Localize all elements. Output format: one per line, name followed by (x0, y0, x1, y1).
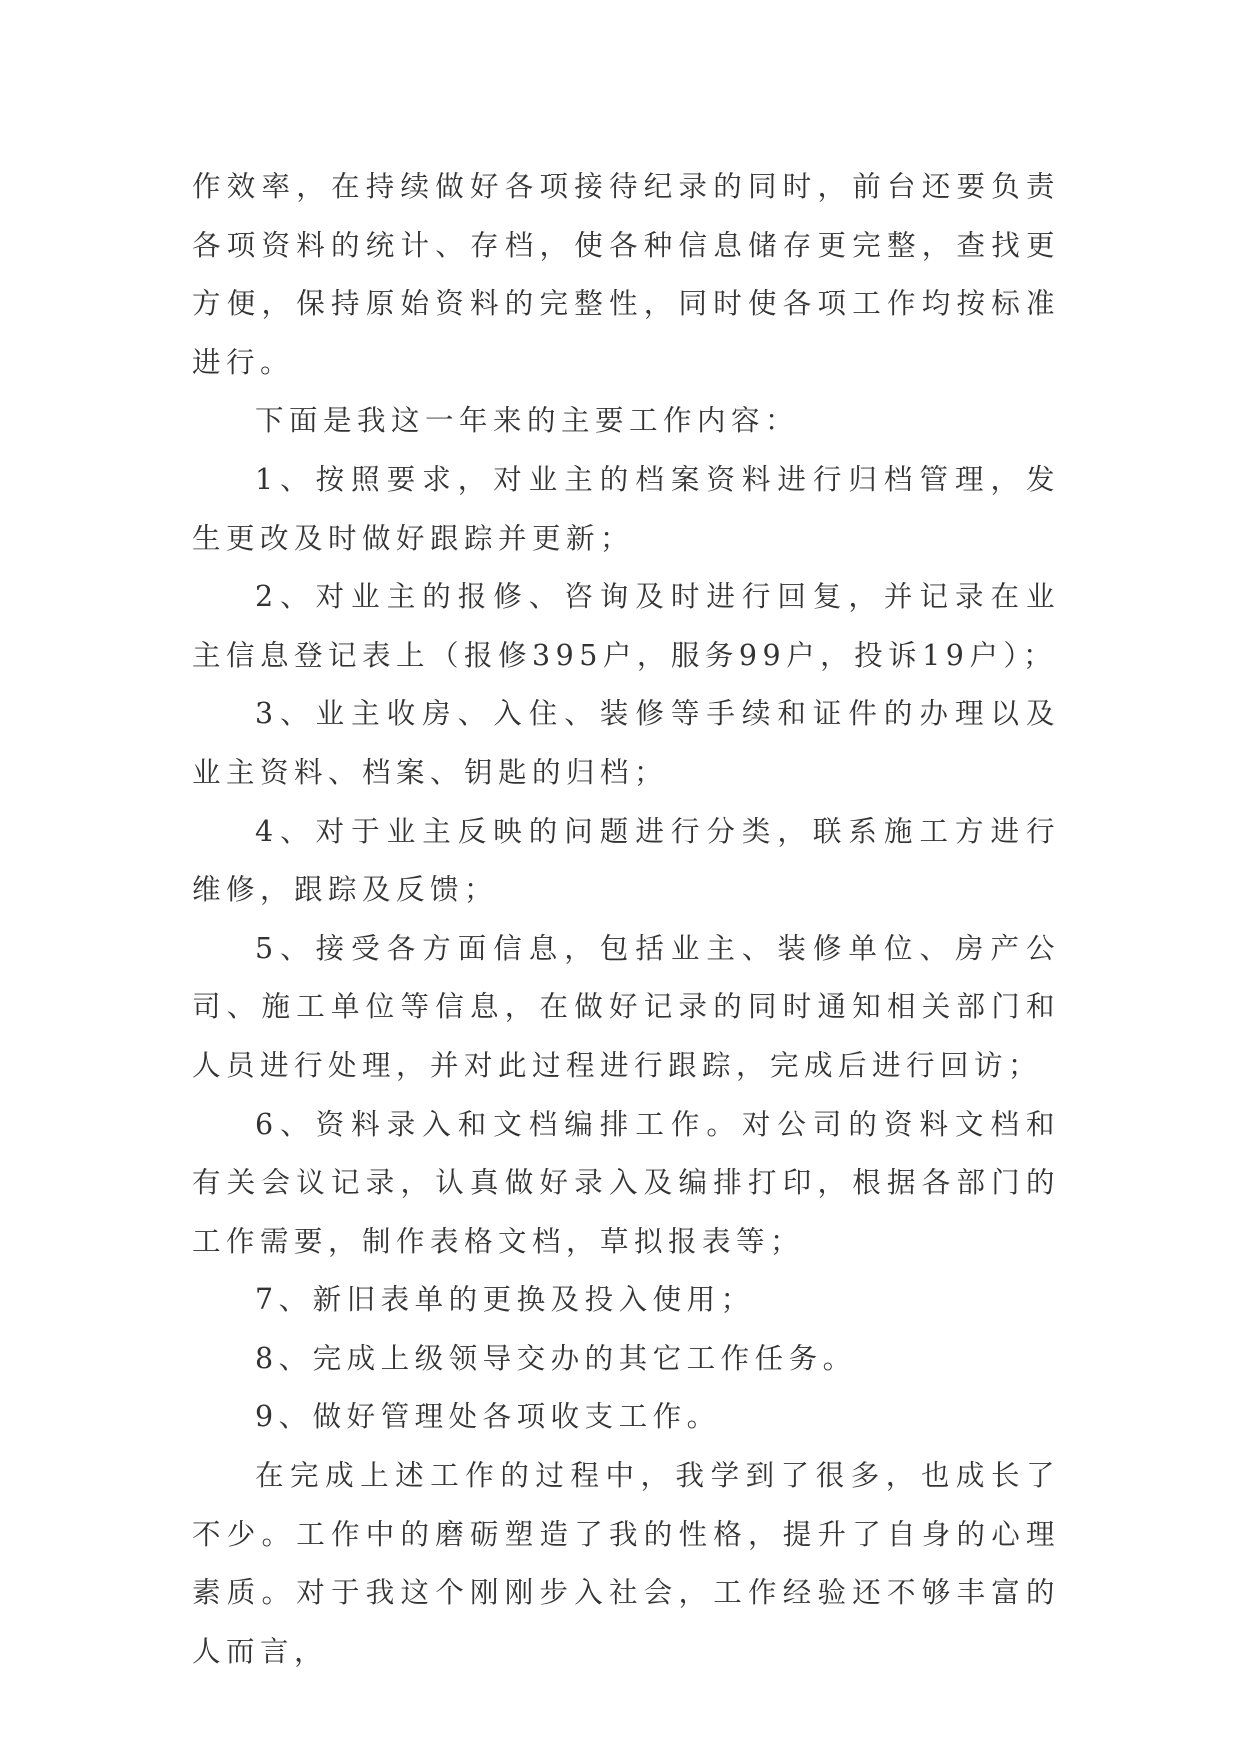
list-item-4: 4、对于业主反映的问题进行分类，联系施工方进行维修，跟踪及反馈； (192, 814, 1060, 907)
list-item-2: 2、对业主的报修、咨询及时进行回复，并记录在业主信息登记表上（报修395户，服务99户，投诉19户）； (192, 580, 1060, 672)
list-item-9: 9、做好管理处各项收支工作。 (255, 1400, 721, 1434)
list-item-3: 3、业主收房、入住、装修等手续和证件的办理以及业主资料、档案、钥匙的归档； (192, 697, 1060, 789)
list-item-7: 7、新旧表单的更换及投入使用； (255, 1283, 755, 1317)
paragraph-continuation: 作效率，在持续做好各项接待纪录的同时，前台还要负责各项资料的统计、存档，使各种信息储存更完整，查找更方便，保持原始资料的完整性，同时使各项工作均按标准进行。 (192, 170, 1060, 379)
document-body (192, 158, 1060, 1681)
list-item-5: 5、接受各方面信息，包括业主、装修单位、房产公司、施工单位等信息，在做好记录的同时通知相关部门和人员进行处理，并对此过程进行跟踪，完成后进行回访； (192, 931, 1060, 1082)
list-item-1: 1、按照要求，对业主的档案资料进行归档管理，发生更改及时做好跟踪并更新； (192, 462, 1060, 555)
paragraph-intro: 下面是我这一年来的主要工作内容： (255, 404, 800, 438)
list-item-8: 8、完成上级领导交办的其它工作任务。 (255, 1341, 857, 1375)
paragraph-reflection: 在完成上述工作的过程中，我学到了很多，也成长了不少。工作中的磨砺塑造了我的性格，提升了自身的心理素质。对于我这个刚刚步入社会，工作经验还不够丰富的人而言， (192, 1459, 1060, 1668)
list-item-6: 6、资料录入和文档编排工作。对公司的资料文档和有关会议记录，认真做好录入及编排打印，根据各部门的工作需要，制作表格文档，草拟报表等； (192, 1107, 1060, 1258)
